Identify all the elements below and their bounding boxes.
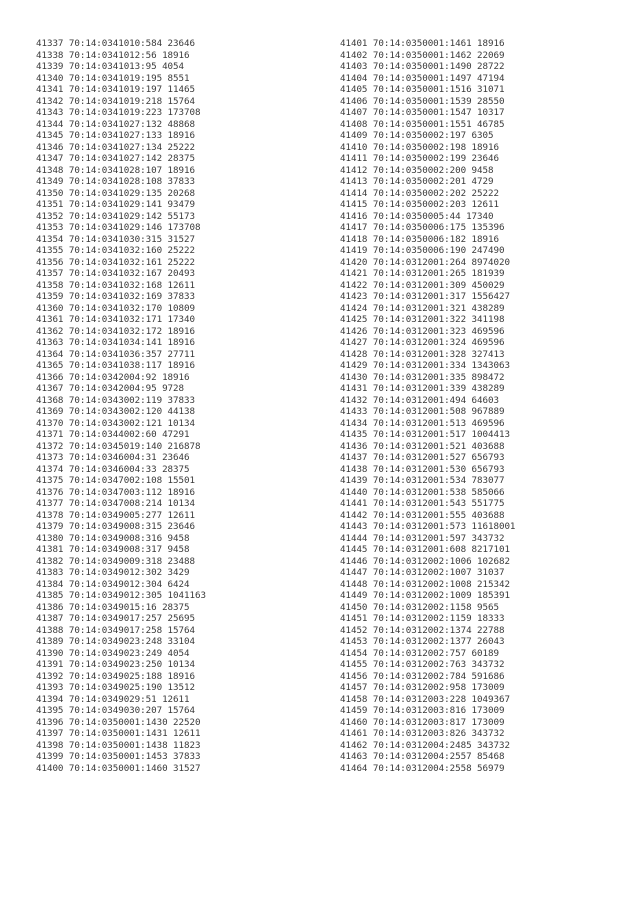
record-line: 41360 70:14:0341032:170 10809 xyxy=(36,302,195,314)
record-line: 41420 70:14:0312001:264 8974020 xyxy=(340,256,510,268)
record-line: 41394 70:14:0349029:51 12611 xyxy=(36,693,190,705)
record-line: 41432 70:14:0312001:494 64603 xyxy=(340,394,499,406)
record-line: 41450 70:14:0312002:1158 9565 xyxy=(340,601,499,613)
record-line: 41404 70:14:0350001:1497 47194 xyxy=(340,72,505,84)
record-line: 41380 70:14:0349008:316 9458 xyxy=(36,532,190,544)
record-line: 41378 70:14:0349005:277 12611 xyxy=(36,509,195,521)
record-line: 41390 70:14:0349023:249 4054 xyxy=(36,647,190,659)
record-line: 41389 70:14:0349023:248 33104 xyxy=(36,636,195,647)
record-line: 41442 70:14:0312001:555 403688 xyxy=(340,509,505,521)
record-line: 41427 70:14:0312001:324 469596 xyxy=(340,337,505,348)
record-line: 41400 70:14:0350001:1460 31527 xyxy=(36,762,201,774)
record-line: 41417 70:14:0350006:175 135396 xyxy=(340,222,505,233)
record-line: 41421 70:14:0312001:265 181939 xyxy=(340,268,505,279)
record-line: 41353 70:14:0341029:146 173708 xyxy=(36,222,201,233)
record-line: 41344 70:14:0341027:132 48868 xyxy=(36,118,195,130)
record-line: 41398 70:14:0350001:1438 11823 xyxy=(36,739,201,751)
record-line: 41445 70:14:0312001:608 8217101 xyxy=(340,544,510,555)
record-line: 41405 70:14:0350001:1516 31071 xyxy=(340,84,505,95)
record-line: 41366 70:14:0342004:92 18916 xyxy=(36,371,190,383)
record-line: 41411 70:14:0350002:199 23646 xyxy=(340,153,499,164)
record-line: 41354 70:14:0341030:315 31527 xyxy=(36,233,195,245)
record-line: 41338 70:14:0341012:56 18916 xyxy=(36,49,190,61)
record-line: 41430 70:14:0312001:335 898472 xyxy=(340,371,505,383)
record-line: 41395 70:14:0349030:207 15764 xyxy=(36,705,195,716)
record-line: 41440 70:14:0312001:538 585066 xyxy=(340,486,505,498)
record-line: 41461 70:14:0312003:826 343732 xyxy=(340,728,505,739)
record-line: 41407 70:14:0350001:1547 10317 xyxy=(340,107,505,118)
record-line: 41441 70:14:0312001:543 551775 xyxy=(340,498,505,509)
record-line: 41385 70:14:0349012:305 1041163 xyxy=(36,590,206,601)
record-line: 41393 70:14:0349025:190 13512 xyxy=(36,682,195,693)
record-line: 41349 70:14:0341028:108 37833 xyxy=(36,176,195,187)
record-line: 41341 70:14:0341019:197 11465 xyxy=(36,84,195,95)
record-line: 41391 70:14:0349023:250 10134 xyxy=(36,659,195,670)
record-line: 41376 70:14:0347003:112 18916 xyxy=(36,486,195,498)
record-line: 41345 70:14:0341027:133 18916 xyxy=(36,130,195,141)
record-line: 41372 70:14:0345019:140 216878 xyxy=(36,440,201,452)
record-line: 41383 70:14:0349012:302 3429 xyxy=(36,567,190,578)
record-line: 41414 70:14:0350002:202 25222 xyxy=(340,187,499,199)
record-line: 41452 70:14:0312002:1374 22788 xyxy=(340,624,505,636)
record-line: 41370 70:14:0343002:121 10134 xyxy=(36,417,195,429)
left-record-column xyxy=(36,38,206,774)
record-line: 41357 70:14:0341032:167 20493 xyxy=(36,268,195,279)
record-line: 41408 70:14:0350001:1551 46785 xyxy=(340,118,505,130)
record-line: 41426 70:14:0312001:323 469596 xyxy=(340,325,505,337)
record-line: 41462 70:14:0312004:2485 343732 xyxy=(340,739,510,751)
record-line: 41428 70:14:0312001:328 327413 xyxy=(340,348,505,360)
record-line: 41388 70:14:0349017:258 15764 xyxy=(36,624,195,636)
record-line: 41367 70:14:0342004:95 9728 xyxy=(36,383,184,394)
record-line: 41342 70:14:0341019:218 15764 xyxy=(36,95,195,107)
record-line: 41368 70:14:0343002:119 37833 xyxy=(36,394,195,406)
record-line: 41422 70:14:0312001:309 450029 xyxy=(340,279,505,291)
record-line: 41373 70:14:0346004:31 23646 xyxy=(36,452,190,463)
record-line: 41337 70:14:0341010:584 23646 xyxy=(36,38,195,49)
record-line: 41447 70:14:0312002:1007 31037 xyxy=(340,567,505,578)
record-line: 41377 70:14:0347008:214 10134 xyxy=(36,498,195,509)
record-line: 41382 70:14:0349009:318 23488 xyxy=(36,555,195,567)
record-line: 41365 70:14:0341038:117 18916 xyxy=(36,360,195,371)
record-line: 41409 70:14:0350002:197 6305 xyxy=(340,130,494,141)
record-line: 41444 70:14:0312001:597 343732 xyxy=(340,532,505,544)
record-line: 41451 70:14:0312002:1159 18333 xyxy=(340,613,505,624)
record-line: 41351 70:14:0341029:141 93479 xyxy=(36,199,195,210)
record-line: 41361 70:14:0341032:171 17340 xyxy=(36,314,195,325)
record-line: 41454 70:14:0312002:757 60189 xyxy=(340,647,499,659)
record-line: 41401 70:14:0350001:1461 18916 xyxy=(340,38,505,49)
record-line: 41356 70:14:0341032:161 25222 xyxy=(36,256,195,268)
record-line: 41458 70:14:0312003:228 1049367 xyxy=(340,693,510,705)
record-line: 41396 70:14:0350001:1430 22520 xyxy=(36,716,201,728)
record-line: 41425 70:14:0312001:322 341198 xyxy=(340,314,505,325)
record-line: 41347 70:14:0341027:142 28375 xyxy=(36,153,195,164)
record-line: 41439 70:14:0312001:534 783077 xyxy=(340,475,505,486)
right-record-column xyxy=(340,38,515,774)
record-line: 41371 70:14:0344002:60 47291 xyxy=(36,429,190,440)
record-line: 41436 70:14:0312001:521 403688 xyxy=(340,440,505,452)
record-line: 41359 70:14:0341032:169 37833 xyxy=(36,291,195,302)
record-line: 41448 70:14:0312002:1008 215342 xyxy=(340,578,510,590)
record-line: 41459 70:14:0312003:816 173009 xyxy=(340,705,505,716)
record-line: 41348 70:14:0341028:107 18916 xyxy=(36,164,195,176)
record-line: 41406 70:14:0350001:1539 28550 xyxy=(340,95,505,107)
record-line: 41387 70:14:0349017:257 25695 xyxy=(36,613,195,624)
record-line: 41340 70:14:0341019:195 8551 xyxy=(36,72,190,84)
record-line: 41403 70:14:0350001:1490 28722 xyxy=(340,61,505,72)
record-line: 41339 70:14:0341013:95 4054 xyxy=(36,61,184,72)
record-line: 41434 70:14:0312001:513 469596 xyxy=(340,417,505,429)
record-line: 41435 70:14:0312001:517 1004413 xyxy=(340,429,510,440)
record-line: 41453 70:14:0312002:1377 26043 xyxy=(340,636,505,647)
record-line: 41416 70:14:0350005:44 17340 xyxy=(340,210,494,222)
record-line: 41374 70:14:0346004:33 28375 xyxy=(36,463,190,475)
record-line: 41449 70:14:0312002:1009 185391 xyxy=(340,590,510,601)
record-line: 41364 70:14:0341036:357 27711 xyxy=(36,348,195,360)
record-line: 41418 70:14:0350006:182 18916 xyxy=(340,233,499,245)
record-line: 41392 70:14:0349025:188 18916 xyxy=(36,670,195,682)
record-line: 41433 70:14:0312001:508 967889 xyxy=(340,406,505,417)
record-line: 41455 70:14:0312002:763 343732 xyxy=(340,659,505,670)
record-line: 41350 70:14:0341029:135 20268 xyxy=(36,187,195,199)
record-line: 41343 70:14:0341019:223 173708 xyxy=(36,107,201,118)
record-line: 41412 70:14:0350002:200 9458 xyxy=(340,164,494,176)
record-line: 41379 70:14:0349008:315 23646 xyxy=(36,521,195,532)
record-line: 41410 70:14:0350002:198 18916 xyxy=(340,141,499,153)
record-line: 41363 70:14:0341034:141 18916 xyxy=(36,337,195,348)
record-line: 41413 70:14:0350002:201 4729 xyxy=(340,176,494,187)
record-line: 41358 70:14:0341032:168 12611 xyxy=(36,279,195,291)
record-line: 41463 70:14:0312004:2557 85468 xyxy=(340,751,505,762)
record-line: 41460 70:14:0312003:817 173009 xyxy=(340,716,505,728)
record-line: 41352 70:14:0341029:142 55173 xyxy=(36,210,195,222)
record-line: 41443 70:14:0312001:573 11618001 xyxy=(340,521,516,532)
record-line: 41438 70:14:0312001:530 656793 xyxy=(340,463,505,475)
record-line: 41424 70:14:0312001:321 438289 xyxy=(340,302,505,314)
record-line: 41415 70:14:0350002:203 12611 xyxy=(340,199,499,210)
record-line: 41369 70:14:0343002:120 44138 xyxy=(36,406,195,417)
record-line: 41362 70:14:0341032:172 18916 xyxy=(36,325,195,337)
record-line: 41397 70:14:0350001:1431 12611 xyxy=(36,728,201,739)
record-line: 41386 70:14:0349015:16 28375 xyxy=(36,601,190,613)
record-line: 41402 70:14:0350001:1462 22069 xyxy=(340,49,505,61)
record-line: 41429 70:14:0312001:334 1343063 xyxy=(340,360,510,371)
record-line: 41399 70:14:0350001:1453 37833 xyxy=(36,751,201,762)
record-line: 41381 70:14:0349008:317 9458 xyxy=(36,544,190,555)
record-line: 41346 70:14:0341027:134 25222 xyxy=(36,141,195,153)
record-line: 41375 70:14:0347002:108 15501 xyxy=(36,475,195,486)
record-line: 41437 70:14:0312001:527 656793 xyxy=(340,452,505,463)
record-line: 41456 70:14:0312002:784 591686 xyxy=(340,670,505,682)
record-line: 41355 70:14:0341032:160 25222 xyxy=(36,245,195,256)
record-line: 41431 70:14:0312001:339 438289 xyxy=(340,383,505,394)
record-line: 41464 70:14:0312004:2558 56979 xyxy=(340,762,505,774)
record-line: 41423 70:14:0312001:317 1556427 xyxy=(340,291,510,302)
record-line: 41419 70:14:0350006:190 247490 xyxy=(340,245,505,256)
record-line: 41446 70:14:0312002:1006 102682 xyxy=(340,555,510,567)
record-line: 41384 70:14:0349012:304 6424 xyxy=(36,578,190,590)
record-line: 41457 70:14:0312002:958 173009 xyxy=(340,682,505,693)
